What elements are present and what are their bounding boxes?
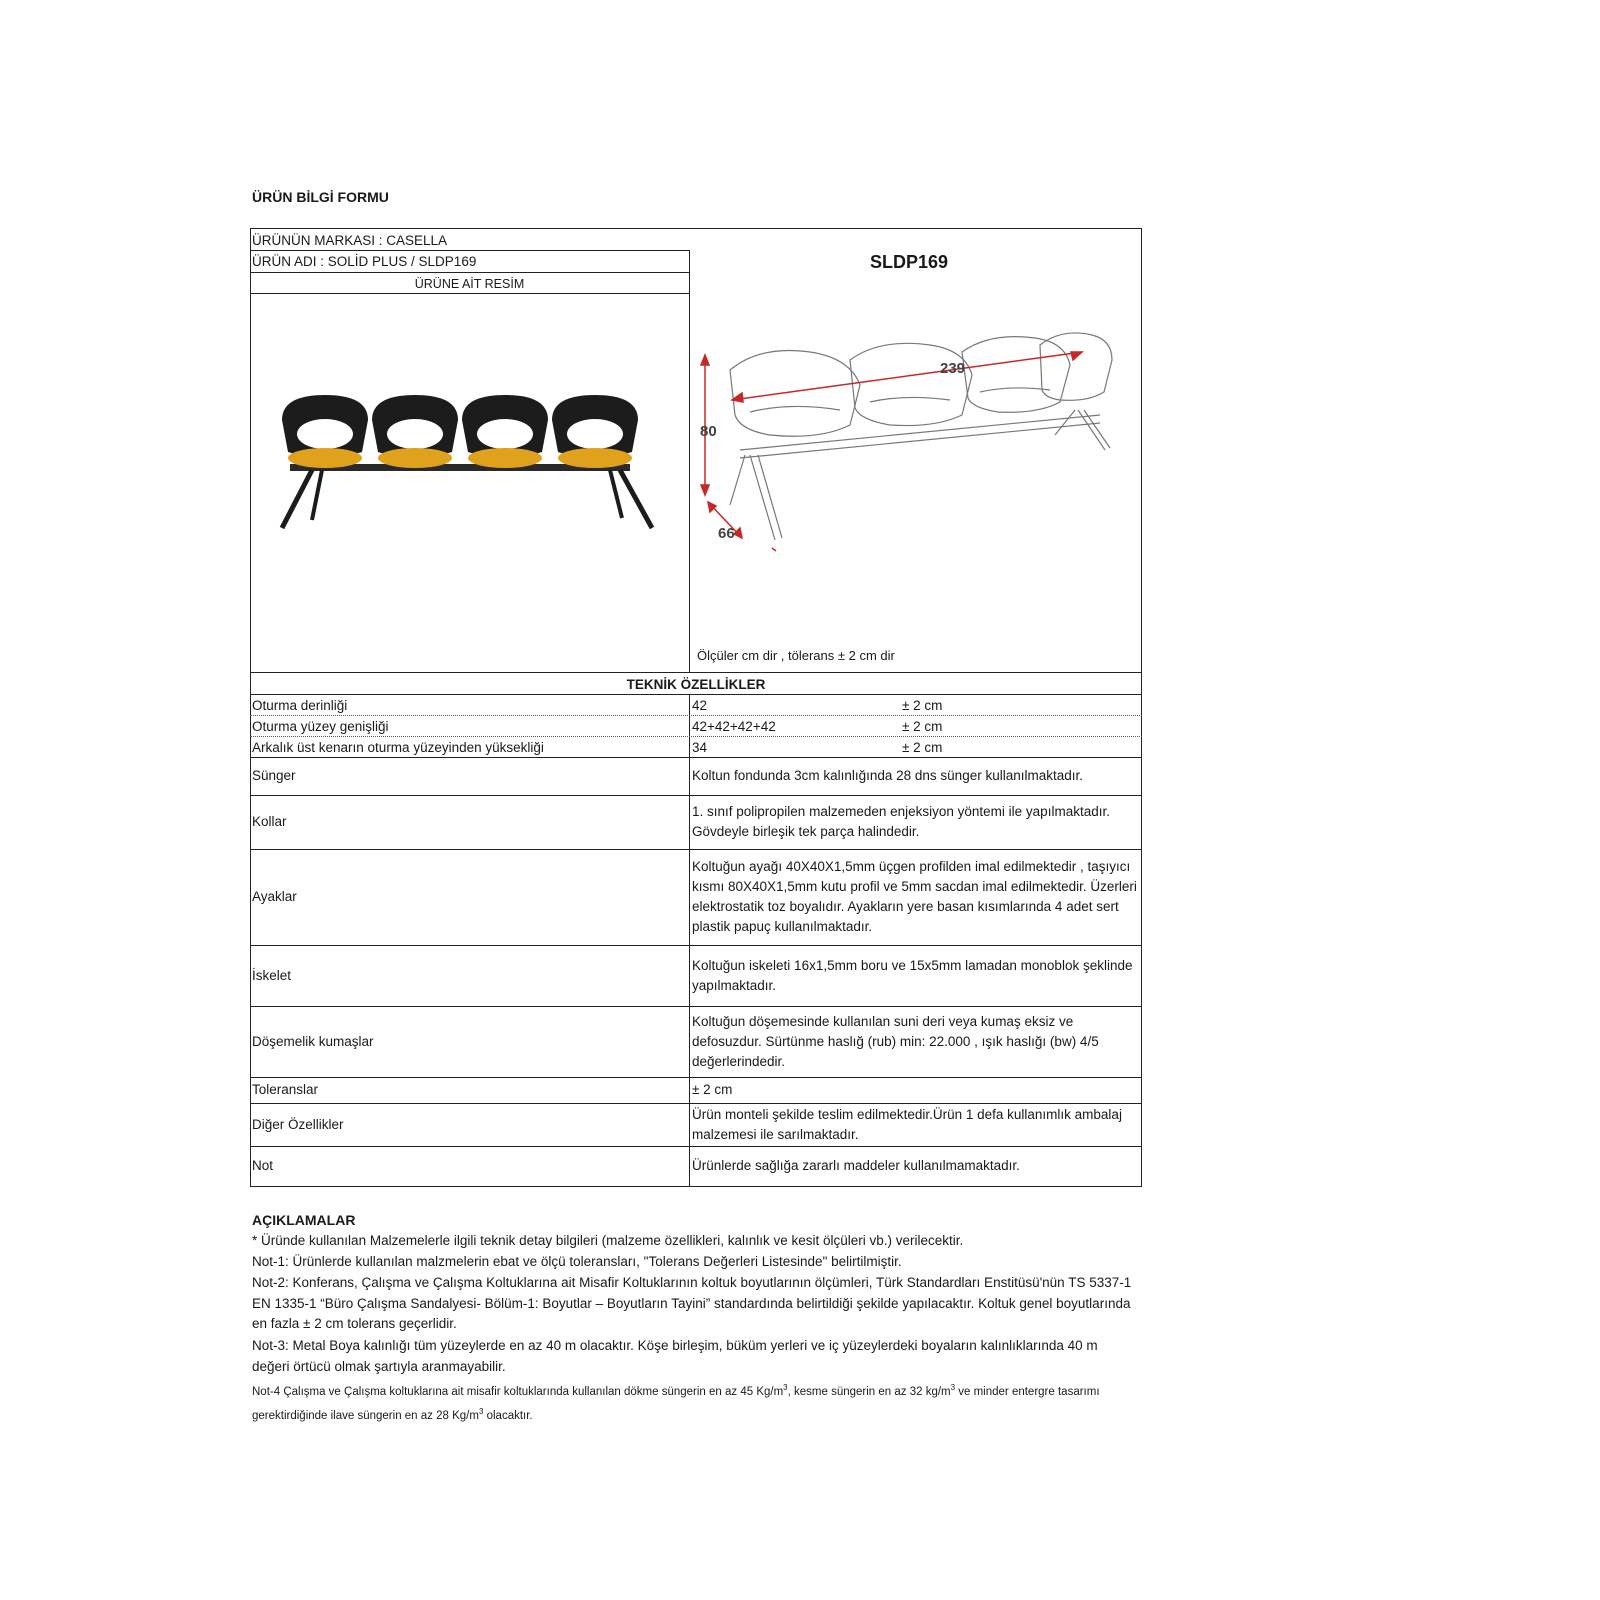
leg-right-front bbox=[620, 470, 652, 528]
divider bbox=[689, 694, 690, 1186]
image-caption: ÜRÜNE AİT RESİM bbox=[414, 277, 525, 291]
spec-tolerance: ± 2 cm bbox=[902, 698, 943, 713]
spec-tolerance: ± 2 cm bbox=[902, 740, 943, 755]
detail-label-dosemelik: Döşemelik kumaşlar bbox=[252, 1033, 374, 1049]
note-4-part: ve minder entergre tasarımı gerektirdiğinde ilave süngerin en az 28 Kg/m bbox=[252, 1385, 1100, 1423]
cushion bbox=[558, 448, 632, 468]
leg-right-rear bbox=[610, 470, 622, 518]
cushion bbox=[468, 448, 542, 468]
divider bbox=[689, 272, 690, 672]
dimension-note: Ölçüler cm dir , tölerans ± 2 cm dir bbox=[697, 648, 895, 663]
seat bbox=[372, 395, 458, 468]
note-1: Not-1: Ürünlerde kullanılan malzmelerin ebat ve ölçü toleransları, "Tolerans Değerleri Listesinde" belirtilmiştir. bbox=[252, 1254, 902, 1269]
notes-header: AÇIKLAMALAR bbox=[252, 1212, 356, 1228]
specs-header: TEKNİK ÖZELLİKLER bbox=[626, 677, 766, 692]
detail-value-ayaklar: Koltuğun ayağı 40X40X1,5mm üçgen profilden imal edilmektedir , taşıyıcı kısmı 80X40X1,5mm kutu profil ve 5mm sacdan imal edilmektedir. Üzerleri elektrostatik toz boyalıdır. Ayakların yere basan kısımlarında 4 adet sert plastik papuç kullanılmaktadır. bbox=[692, 859, 1137, 934]
note-4 bbox=[252, 1378, 1137, 1427]
spec-tolerance: ± 2 cm bbox=[902, 719, 943, 734]
drawing-code: SLDP169 bbox=[870, 252, 949, 272]
spec-label: Oturma yüzey genişliği bbox=[252, 719, 389, 734]
detail-value-sunger: Koltun fondunda 3cm kalınlığında 28 dns sünger kullanılmaktadır. bbox=[692, 768, 1083, 783]
divider bbox=[689, 250, 690, 272]
detail-label-iskelet: İskelet bbox=[252, 967, 292, 983]
depth-dimension-label: 66 bbox=[718, 525, 735, 542]
note-3: Not-3: Metal Boya kalınlığı tüm yüzeylerde en az 40 m olacaktır. Köşe birleşim, büküm yerleri ve iç yüzeylerdeki boyaların kalınlıklarında 40 m değeri örtücü olmak şartıyla aranmayabilir. bbox=[252, 1338, 1098, 1374]
spec-value: 42+42+42+42 bbox=[692, 719, 776, 734]
product-photo bbox=[270, 390, 680, 540]
detail-label-not: Not bbox=[252, 1158, 274, 1173]
seat bbox=[462, 395, 548, 468]
detail-label-kollar: Kollar bbox=[252, 814, 287, 829]
detail-value-kollar: 1. sınıf polipropilen malzemeden enjeksiyon yöntemi ile yapılmaktadır. Gövdeyle birleşik tek parça halindedir. bbox=[692, 804, 1110, 839]
spec-label: Oturma derinliği bbox=[252, 698, 348, 713]
brand-line: ÜRÜNÜN MARKASI : CASELLA bbox=[252, 233, 448, 248]
detail-label-ayaklar: Ayaklar bbox=[252, 889, 297, 904]
divider bbox=[250, 272, 689, 273]
detail-value-dosemelik: Koltuğun döşemesinde kullanılan suni deri veya kumaş eksiz ve defosuzdur. Sürtünme haslığ (rub) min: 22.000 , ışık haslığı (bw) 4/5 değerlerindedir. bbox=[692, 1013, 1099, 1069]
leg-left-rear bbox=[312, 470, 322, 520]
width-dimension-label: 239 bbox=[940, 360, 966, 377]
cushion bbox=[288, 448, 362, 468]
height-dimension-label: 80 bbox=[700, 423, 717, 440]
note-4-part: Not-4 Çalışma ve Çalışma koltuklarına ait misafir koltuklarında kullanılan dökme süngerin en az 45 Kg/m bbox=[252, 1385, 784, 1398]
table-border-bottom bbox=[250, 1186, 1142, 1187]
detail-value-not: Ürünlerde sağlığa zararlı maddeler kullanılmamaktadır. bbox=[692, 1158, 1020, 1173]
note-asterisk: * Üründe kullanılan Malzemelerle ilgili teknik detay bilgileri (malzeme özellikleri, kalınlık ve kesit ölçüleri vb.) verilecektir. bbox=[252, 1233, 964, 1248]
note-4-superscript: 3 bbox=[950, 1383, 956, 1392]
technical-drawing bbox=[700, 330, 1130, 570]
cushion bbox=[378, 448, 452, 468]
detail-value-toleranslar: ± 2 cm bbox=[692, 1082, 733, 1097]
table-border-right bbox=[1141, 228, 1142, 1186]
leg-left-front bbox=[282, 470, 312, 528]
note-4-superscript: 3 bbox=[783, 1383, 788, 1392]
detail-value-iskelet: Koltuğun iskeleti 16x1,5mm boru ve 15x5mm lamadan monoblok şeklinde yapılmaktadır. bbox=[692, 957, 1133, 993]
detail-value-diger: Ürün monteli şekilde teslim edilmektedir.Ürün 1 defa kullanımlık ambalaj malzemesi ile sarılmaktadır. bbox=[692, 1106, 1122, 1142]
note-4-part: olacaktır. bbox=[483, 1410, 533, 1423]
spec-label: Arkalık üst kenarın oturma yüzeyinden yüksekliği bbox=[252, 740, 544, 755]
spec-value: 34 bbox=[692, 740, 708, 755]
detail-label-toleranslar: Toleranslar bbox=[252, 1082, 319, 1097]
spec-value: 42 bbox=[692, 698, 708, 713]
note-4-superscript: 3 bbox=[478, 1407, 484, 1417]
table-border-top bbox=[250, 228, 1142, 229]
divider bbox=[250, 672, 1142, 673]
note-4-part: , kesme süngerin en az 32 kg/m bbox=[787, 1385, 951, 1398]
seat bbox=[282, 395, 368, 468]
detail-label-diger: Diğer Özellikler bbox=[252, 1116, 344, 1132]
product-name-line: ÜRÜN ADI : SOLİD PLUS / SLDP169 bbox=[252, 254, 477, 269]
seat bbox=[552, 395, 638, 468]
form-title: ÜRÜN BİLGİ FORMU bbox=[252, 189, 389, 205]
detail-label-sunger: Sünger bbox=[252, 768, 296, 783]
note-2: Not-2: Konferans, Çalışma ve Çalışma Koltuklarına ait Misafir Koltuklarının koltuk boyutlarının ölçümleri, Türk Standardları Enstitüsü'nün TS 5337-1 EN 1335-1 “Büro Çalışma Sandalyesi- Bölüm-1: Boyutlar – Boyutların Tayini” standardında belirtildiği şekilde yapılacaktır. Koltuk genel boyutlarında en fazla ± 2 cm tolerans geçerlidir. bbox=[252, 1275, 1132, 1331]
table-border-left bbox=[250, 228, 251, 1186]
